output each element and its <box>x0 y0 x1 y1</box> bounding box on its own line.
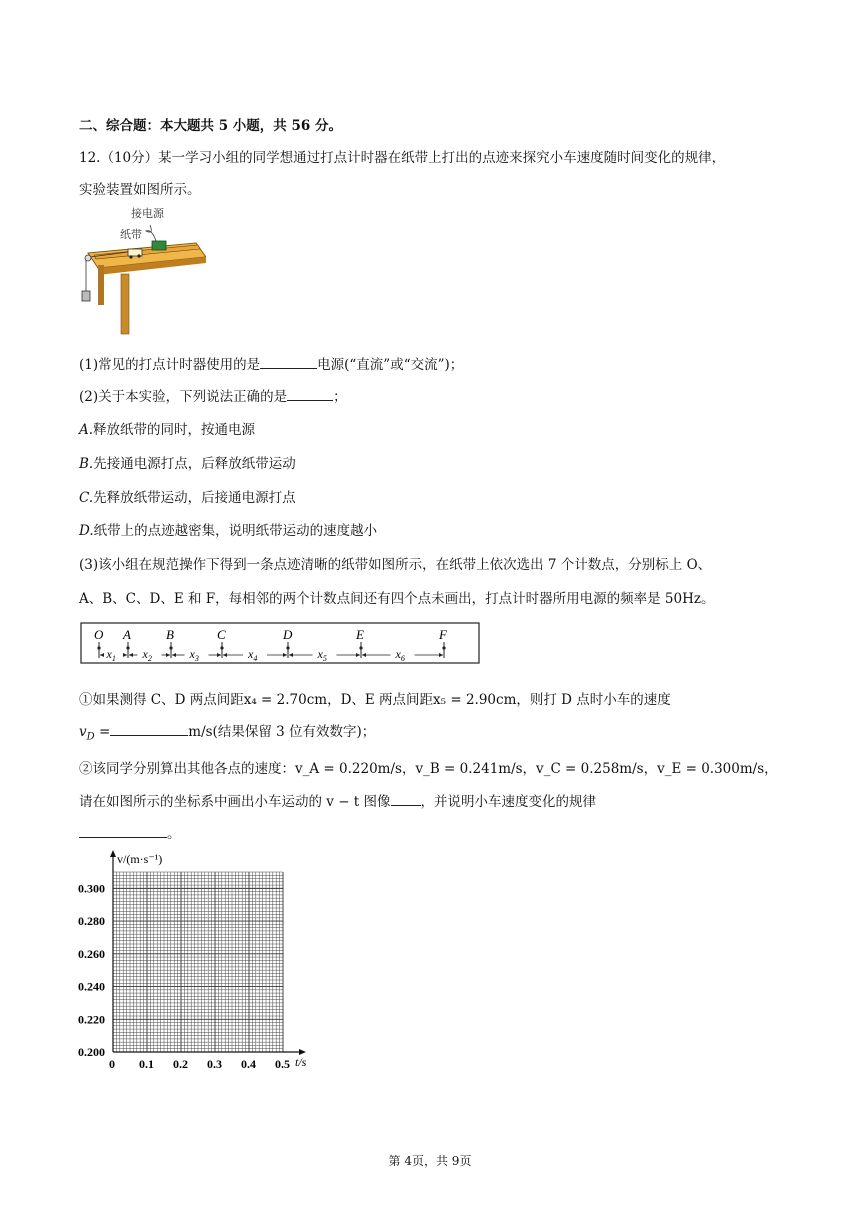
y-tick-label: 0.300 <box>78 881 105 896</box>
sub2-text-a: 请在如图所示的坐标系中画出小车运动的 v − t 图像 <box>79 794 391 810</box>
sub2-line2 <box>79 790 596 810</box>
sub2-line3 <box>79 822 181 842</box>
tape-point-label: E <box>356 627 364 642</box>
label-power: 接电源 <box>131 208 164 220</box>
option-b-text: 先接通电源打点，后释放纸带运动 <box>93 456 296 472</box>
vd-eq: = <box>94 724 111 740</box>
timer <box>152 241 166 250</box>
section-title: 二、综合题：本大题共 5 小题，共 56 分。 <box>79 118 342 134</box>
tape-point-label: D <box>283 627 293 642</box>
option-c-letter: C. <box>79 490 94 506</box>
tape-segment-label: $x_4$ <box>248 647 258 663</box>
tape-segment-label: $x_3$ <box>189 647 199 663</box>
tape-segment-label: $x_1$ <box>106 647 116 663</box>
x-tick-label: 0.3 <box>207 1057 222 1070</box>
tape-dot <box>359 646 362 649</box>
part1-text-b: 电源(“直流”或“交流”)； <box>317 357 464 373</box>
rule-blank[interactable] <box>79 825 167 838</box>
tape-dot <box>442 646 445 649</box>
option-c <box>79 486 296 506</box>
option-d <box>79 519 377 539</box>
part1-blank[interactable] <box>260 356 317 369</box>
vd-symbol: v <box>79 724 87 740</box>
apparatus-figure <box>76 205 206 335</box>
y-tick-label: 0.280 <box>78 914 105 929</box>
option-a-letter: A. <box>79 422 94 438</box>
vt-graph <box>70 848 330 1070</box>
vd-unit: m/s(结果保留 3 位有效数字)； <box>188 724 376 740</box>
x-tick-label: 0 <box>109 1057 115 1070</box>
part3-line1: (3)该小组在规范操作下得到一条点迹清晰的纸带如图所示，在纸带上依次选出 7 个计数点，分别标上 O、 <box>79 557 712 573</box>
option-a-text: 释放纸带的同时，按通电源 <box>93 422 256 438</box>
y-tick-label: 0.200 <box>78 1045 105 1059</box>
tape-segment-label: $x_5$ <box>317 647 327 663</box>
part2 <box>79 385 347 405</box>
y-tick-label: 0.220 <box>78 1012 105 1027</box>
tape-dot <box>126 646 129 649</box>
tape-point-label: C <box>217 627 226 642</box>
tape-dot <box>97 646 100 649</box>
part1-text-a: (1)常见的打点计时器使用的是 <box>79 357 261 373</box>
tape-point-label: A <box>123 627 131 642</box>
y-axis-arrow <box>110 850 116 857</box>
y-axis-label: v/(m·s⁻¹) <box>117 852 163 866</box>
option-c-text: 先释放纸带运动，后接通电源打点 <box>93 490 296 506</box>
option-a <box>79 418 255 438</box>
tape-dot <box>169 646 172 649</box>
tape-point-label: B <box>166 627 174 642</box>
table-leg <box>121 274 129 334</box>
graph-blank[interactable] <box>391 793 421 806</box>
part3-line2: A、B、C、D、E 和 F，每相邻的两个计数点间还有四个点未画出，打点计时器所用电源的频率是 50Hz。 <box>79 591 715 607</box>
y-tick-label: 0.240 <box>78 979 105 994</box>
tape-figure <box>80 622 482 666</box>
tape-point-label: O <box>94 627 104 642</box>
tape-segment-label: $x_6$ <box>395 647 405 663</box>
sub1-line1: ①如果测得 C、D 两点间距x₄ = 2.70cm，D、E 两点间距x₅ = 2.90cm，则打 D 点时小车的速度 <box>79 692 671 708</box>
option-d-letter: D. <box>79 523 94 539</box>
part2-end: ； <box>333 389 347 405</box>
x-tick-label: 0.2 <box>173 1057 188 1070</box>
part1 <box>79 353 463 373</box>
part2-blank[interactable] <box>287 388 333 401</box>
label-tape: 纸带 <box>120 229 142 241</box>
vd-blank[interactable] <box>110 723 188 736</box>
part2-text: (2)关于本实验，下列说法正确的是 <box>79 389 288 405</box>
y-tick-label: 0.260 <box>78 946 105 961</box>
tape-dot <box>220 646 223 649</box>
option-d-text: 纸带上的点迹越密集，说明纸带运动的速度越小 <box>93 523 378 539</box>
tape-dot <box>286 646 289 649</box>
table-leg-front <box>98 265 104 305</box>
sub2-line1: ②该同学分别算出其他各点的速度：v_A = 0.220m/s，v_B = 0.241m/s，v_C = 0.258m/s，v_E = 0.300m/s， <box>79 761 778 777</box>
page-footer: 第 4页，共 9页 <box>388 1154 472 1168</box>
vd-subscript: D <box>86 731 95 743</box>
sub2-end: 。 <box>167 826 181 842</box>
tape-point-label: F <box>439 627 447 642</box>
option-b-letter: B. <box>79 456 94 472</box>
option-b <box>79 452 296 472</box>
tape-outline <box>81 623 479 663</box>
tape-segment-label: $x_2$ <box>142 647 152 663</box>
x-tick-label: 0.4 <box>241 1057 256 1070</box>
hanging-weight <box>82 291 90 301</box>
sub2-text-b: ，并说明小车速度变化的规律 <box>420 794 597 810</box>
x-tick-label: 0.5 <box>275 1057 290 1070</box>
x-axis-label: t/s <box>295 1055 307 1069</box>
x-tick-label: 0.1 <box>139 1057 154 1070</box>
sub1-line2 <box>79 720 375 743</box>
question-stem-line2: 实验装置如图所示。 <box>79 182 201 198</box>
question-stem-line1: 12.（10分）某一学习小组的同学想通过打点计时器在纸带上打出的点迹来探究小车速度随时间变化的规律， <box>79 150 726 166</box>
